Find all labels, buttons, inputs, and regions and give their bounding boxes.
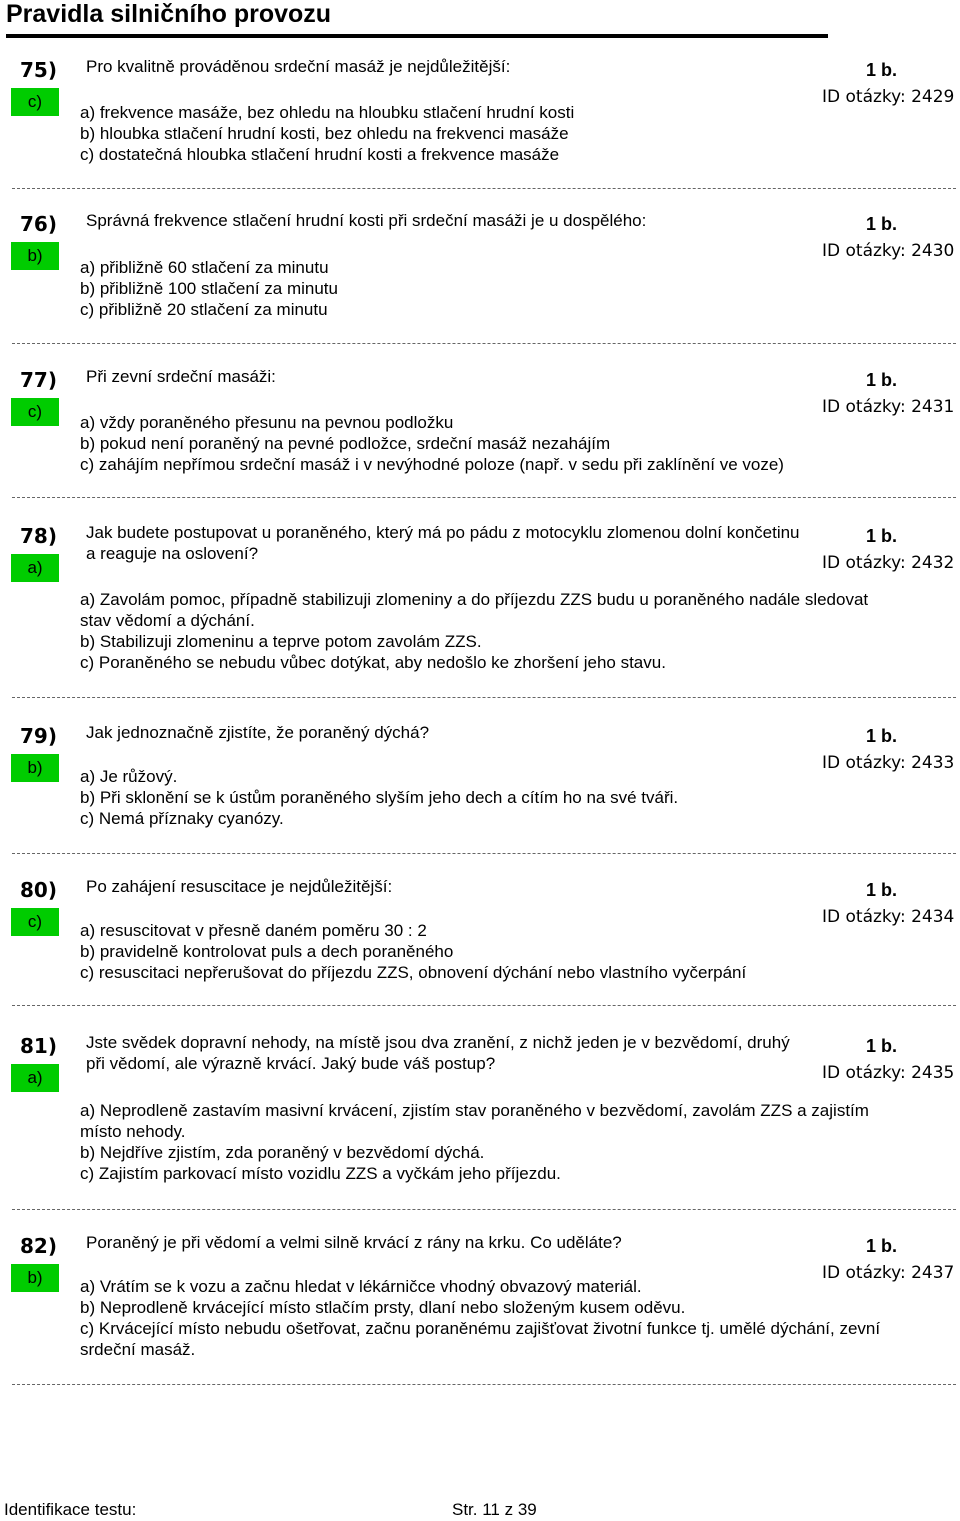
question-number: 81) <box>20 1034 57 1058</box>
question-separator <box>12 1005 956 1006</box>
answer-options <box>80 412 900 475</box>
answer-option: a) vždy poraněného přesunu na pevnou podložku <box>80 413 454 432</box>
answer-option: a) Je růžový. <box>80 767 178 786</box>
question-separator <box>12 343 956 344</box>
points-label: 1 b. <box>866 1236 898 1256</box>
question-number: 76) <box>20 212 57 236</box>
answer-options <box>80 589 900 673</box>
points-label: 1 b. <box>866 526 898 546</box>
answer-option: c) Zajistím parkovací místo vozidlu ZZS a vyčkám jeho příjezdu. <box>80 1164 561 1183</box>
question-id: ID otázky: 2429 <box>822 87 955 107</box>
points-label: 1 b. <box>866 214 898 234</box>
correct-answer-badge: c) <box>11 88 59 116</box>
question-id: ID otázky: 2430 <box>822 241 955 261</box>
answer-option: c) zahájím nepřímou srdeční masáž i v nevýhodné poloze (např. v sedu při zaklínění ve voze) <box>80 455 784 474</box>
answer-option: c) Krvácející místo nebudu ošetřovat, začnu poraněnému zajišťovat životní funkce tj. umělé dýchání, zevní srdeční masáž. <box>80 1319 881 1359</box>
question-number: 82) <box>20 1234 57 1258</box>
question-id: ID otázky: 2433 <box>822 753 955 773</box>
answer-options <box>80 102 900 165</box>
question-number: 78) <box>20 524 57 548</box>
question-text: Jste svědek dopravní nehody, na místě jsou dva zranění, z nichž jeden je v bezvědomí, druhý při vědomí, ale výrazně krvácí. Jaký bude váš postup? <box>86 1033 790 1073</box>
question-text: Pro kvalitně prováděnou srdeční masáž je nejdůležitější: <box>86 57 511 76</box>
answer-options <box>80 257 900 320</box>
question-number: 77) <box>20 368 57 392</box>
points-label: 1 b. <box>866 880 898 900</box>
answer-option: a) Neprodleně zastavím masivní krvácení, zjistím stav poraněného v bezvědomí, zavolám ZZS a zajistím místo nehody. <box>80 1101 869 1141</box>
answer-option: c) resuscitaci nepřerušovat do příjezdu ZZS, obnovení dýchání nebo vlastního vyčerpání <box>80 963 747 982</box>
correct-answer-badge: a) <box>11 554 59 582</box>
answer-option: b) Nejdříve zjistím, zda poraněný v bezvědomí dýchá. <box>80 1143 485 1162</box>
answer-option: a) frekvence masáže, bez ohledu na hloubku stlačení hrudní kosti <box>80 103 575 122</box>
question-separator <box>12 497 956 498</box>
question-id: ID otázky: 2434 <box>822 907 955 927</box>
correct-answer-badge: b) <box>11 754 59 782</box>
answer-option: b) hloubka stlačení hrudní kosti, bez ohledu na frekvenci masáže <box>80 124 569 143</box>
title-underline <box>6 34 828 38</box>
answer-option: c) Poraněného se nebudu vůbec dotýkat, aby nedošlo ke zhoršení jeho stavu. <box>80 653 666 672</box>
answer-option: a) Zavolám pomoc, případně stabilizuji zlomeniny a do příjezdu ZZS budu u poraněného nadále sledovat stav vědomí a dýchání. <box>80 590 869 630</box>
question-number: 79) <box>20 724 57 748</box>
question-separator <box>12 1209 956 1210</box>
footer-test-id-label: Identifikace testu: <box>4 1500 137 1519</box>
question-separator <box>12 188 956 189</box>
answer-option: c) přibližně 20 stlačení za minutu <box>80 300 328 319</box>
question-id: ID otázky: 2437 <box>822 1263 955 1283</box>
answer-option: a) Vrátím se k vozu a začnu hledat v lékárničce vhodný obvazový materiál. <box>80 1277 642 1296</box>
answer-options <box>80 1100 900 1184</box>
points-label: 1 b. <box>866 726 898 746</box>
points-label: 1 b. <box>866 370 898 390</box>
answer-option: b) přibližně 100 stlačení za minutu <box>80 279 338 298</box>
correct-answer-badge: b) <box>11 1264 59 1292</box>
question-id: ID otázky: 2431 <box>822 397 955 417</box>
question-number: 80) <box>20 878 57 902</box>
correct-answer-badge: a) <box>11 1064 59 1092</box>
page-title: Pravidla silničního provozu <box>6 0 332 28</box>
question-text: Jak budete postupovat u poraněného, který má po pádu z motocyklu zlomenou dolní končetinu a reaguje na oslovení? <box>86 523 800 563</box>
question-id: ID otázky: 2432 <box>822 553 955 573</box>
points-label: 1 b. <box>866 1036 898 1056</box>
question-id: ID otázky: 2435 <box>822 1063 955 1083</box>
question-text: Při zevní srdeční masáži: <box>86 367 276 386</box>
question-separator <box>12 1384 956 1385</box>
question-text: Správná frekvence stlačení hrudní kosti při srdeční masáži je u dospělého: <box>86 211 647 230</box>
answer-option: b) pokud není poraněný na pevné podložce, srdeční masáž nezahájím <box>80 434 611 453</box>
answer-option: b) pravidelně kontrolovat puls a dech poraněného <box>80 942 454 961</box>
correct-answer-badge: b) <box>11 242 59 270</box>
question-separator <box>12 853 956 854</box>
question-text: Poraněný je při vědomí a velmi silně krvácí z rány na krku. Co uděláte? <box>86 1233 622 1252</box>
points-label: 1 b. <box>866 60 898 80</box>
question-separator <box>12 697 956 698</box>
answer-option: a) resuscitovat v přesně daném poměru 30 : 2 <box>80 921 427 940</box>
answer-option: b) Neprodleně krvácející místo stlačím prsty, dlaní nebo složeným kusem oděvu. <box>80 1298 686 1317</box>
answer-options <box>80 920 900 983</box>
question-number: 75) <box>20 58 57 82</box>
answer-option: b) Stabilizuji zlomeninu a teprve potom zavolám ZZS. <box>80 632 482 651</box>
footer-page-number: Str. 11 z 39 <box>452 1500 537 1519</box>
answer-options <box>80 1276 900 1360</box>
question-text: Po zahájení resuscitace je nejdůležitější: <box>86 877 393 896</box>
answer-option: a) přibližně 60 stlačení za minutu <box>80 258 329 277</box>
answer-option: c) dostatečná hloubka stlačení hrudní kosti a frekvence masáže <box>80 145 560 164</box>
answer-option: b) Při sklonění se k ústům poraněného slyším jeho dech a cítím ho na své tváři. <box>80 788 679 807</box>
correct-answer-badge: c) <box>11 908 59 936</box>
correct-answer-badge: c) <box>11 398 59 426</box>
answer-options <box>80 766 900 829</box>
answer-option: c) Nemá příznaky cyanózy. <box>80 809 284 828</box>
question-text: Jak jednoznačně zjistíte, že poraněný dýchá? <box>86 723 430 742</box>
